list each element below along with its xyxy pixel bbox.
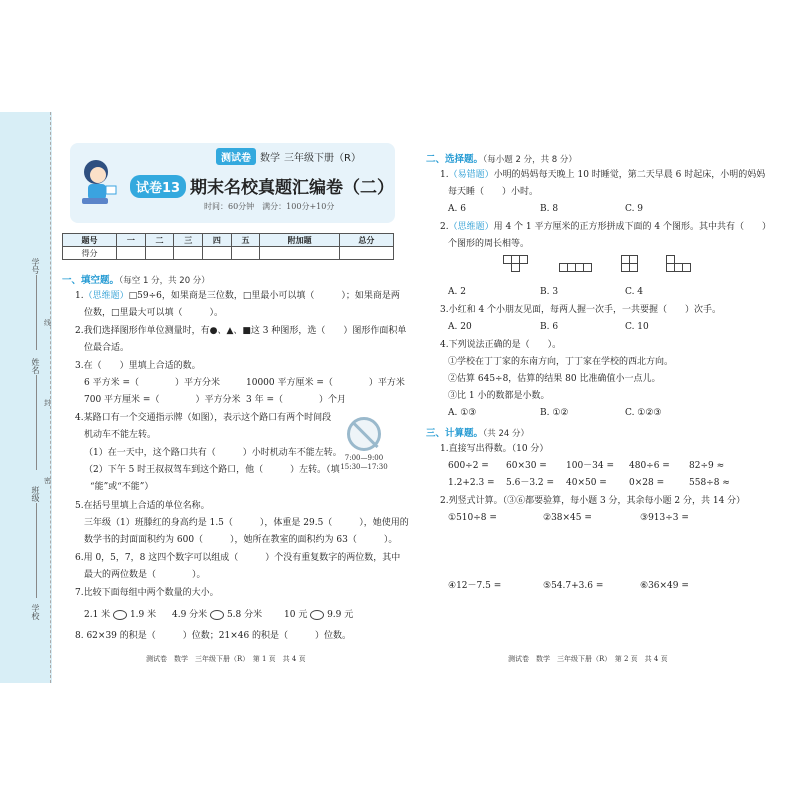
section-2-title: 二、选择题。（每小题 2 分，共 8 分） (426, 154, 577, 165)
name-line (36, 375, 37, 470)
score-input-cell[interactable] (145, 247, 174, 260)
score-cell: 一 (117, 234, 146, 247)
student-id-line (36, 275, 37, 350)
question-6-cont: 最大的两位数是（ ）。 (84, 570, 206, 580)
question-3: 3.在（ ）里填上合适的数。 (75, 361, 201, 371)
question-1: 1.（思维题）□59÷6，如果商是三位数，□里最小可以填（ ）；如果商是两 (75, 291, 400, 301)
score-cell: 四 (203, 234, 232, 247)
choice-2-option-c[interactable]: C. 4 (625, 287, 644, 297)
question-6: 6.用 0，5，7，8 这四个数字可以组成（ ）个没有重复数字的两位数，其中 (75, 553, 401, 563)
compare-item-1: 2.1 米 1.9 米 (84, 610, 157, 620)
choice-4: 4.下列说法正确的是（ ）。 (440, 340, 562, 350)
student-id-label: 学号 (31, 258, 40, 274)
question-3a: 6 平方米 =（ ）平方分米 (84, 378, 220, 388)
choice-3-option-c[interactable]: C. 10 (625, 322, 649, 332)
vertical-calc-item: ③913÷3 = (640, 513, 689, 523)
binding-char-feng: 封 (44, 399, 51, 407)
choice-4-statement-2: ②估算 645÷8，估算的结果 80 比准确值小一点儿。 (448, 374, 661, 384)
compare-item-3: 10 元 9.9 元 (284, 610, 354, 620)
choice-1-option-b[interactable]: B. 8 (540, 204, 559, 214)
class-label: 班级 (31, 486, 40, 502)
calc-2: 2.列竖式计算。（③⑥都要验算，每小题 3 分，其余每小题 2 分，共 14 分） (440, 496, 746, 506)
score-header-row (63, 234, 394, 247)
score-input-cell[interactable] (117, 247, 146, 260)
no-left-turn-sign-icon (347, 417, 381, 451)
question-5a: 三年级（1）班滕红的身高约是 1.5（ ），体重是 29.5（ ），她使用的 (84, 518, 409, 528)
score-cell: 附加题 (260, 234, 340, 247)
question-3c: 700 平方厘米 =（ ）平方分米 (84, 395, 241, 405)
page-1-footer: 测试卷 数学 三年级下册（R） 第 1 页 共 4 页 (146, 655, 306, 663)
question-4: 4.某路口有一个交通指示牌（如图），表示这个路口有两个时间段 (75, 413, 332, 423)
calc-item: 600÷2 = (448, 461, 489, 471)
question-4-cont: 机动车不能左转。 (84, 430, 157, 440)
calc-item: 480÷6 = (629, 461, 670, 471)
name-label: 姓名 (31, 358, 40, 374)
section-3-title: 三、计算题。（共 24 分） (426, 428, 529, 439)
question-3b: 10000 平方厘米 =（ ）平方米 (246, 378, 405, 388)
question-7: 7.比较下面每组中两个数量的大小。 (75, 588, 219, 598)
exam-number-badge: 试卷13 (130, 175, 186, 198)
choice-2-cont: 个图形的周长相等。 (448, 239, 530, 249)
binding-char-mi: 密 (44, 477, 51, 485)
calc-item: 5.6－3.2 = (506, 478, 555, 488)
score-input-cell[interactable] (231, 247, 260, 260)
sign-time-2: 15:30—17:30 (340, 463, 388, 471)
calc-1: 1.直接写出得数。（10 分） (440, 444, 549, 454)
compare-blank[interactable] (113, 610, 127, 620)
choice-4-statement-1: ①学校在丁丁家的东南方向，丁丁家在学校的西北方向。 (448, 357, 674, 367)
calc-item: 558÷8 ≈ (689, 478, 730, 488)
choice-1-option-c[interactable]: C. 9 (625, 204, 644, 214)
score-cell: 题号 (63, 234, 117, 247)
choice-3: 3.小红和 4 个小朋友见面，每两人握一次手，一共要握（ ）次手。 (440, 305, 722, 315)
exam-meta: 时间：60分钟 满分：100分+10分 (204, 202, 335, 211)
class-line (36, 503, 37, 598)
compare-blank[interactable] (210, 610, 224, 620)
score-input-cell[interactable] (203, 247, 232, 260)
question-3d: 3 年 =（ ）个月 (246, 395, 346, 405)
choice-4-option-b[interactable]: B. ①② (540, 408, 569, 418)
choice-1-cont: 每天睡（ ）小时。 (448, 187, 539, 197)
grade-label: 三年级下册（R） (284, 153, 361, 164)
figure-2 (560, 263, 592, 272)
question-8: 8. 62×39 的积是（ ）位数；21×46 的积是（ ）位数。 (75, 631, 352, 641)
choice-3-option-b[interactable]: B. 6 (540, 322, 559, 332)
choice-4-option-c[interactable]: C. ①②③ (625, 408, 662, 418)
score-input-cell[interactable] (260, 247, 340, 260)
choice-1: 1.（易错题）小明的妈妈每天晚上 10 时睡觉，第二天早晨 6 时起床，小明的妈妈 (440, 170, 766, 180)
choice-4-statement-3: ③比 1 小的数都是小数。 (448, 391, 550, 401)
section-1-title: 一、填空题。（每空 1 分，共 20 分） (62, 275, 210, 286)
calc-item: 40×50 = (566, 478, 607, 488)
cartoon-boy-icon (76, 156, 118, 212)
question-4-2: （2）下午 5 时王叔叔驾车到这个路口，他（ ）左转。（填 (84, 465, 340, 475)
sign-time-1: 7:00—9:00 (344, 454, 384, 462)
choice-3-option-a[interactable]: A. 20 (448, 322, 472, 332)
choice-4-option-a[interactable]: A. ①③ (448, 408, 477, 418)
score-table (62, 233, 394, 260)
page-2-footer: 测试卷 数学 三年级下册（R） 第 2 页 共 4 页 (508, 655, 668, 663)
vertical-calc-item: ②38×45 = (543, 513, 592, 523)
score-cell: 五 (231, 234, 260, 247)
question-1-cont: 位数，□里最大可以填（ ）。 (84, 308, 224, 318)
question-2-cont: 位最合适。 (84, 343, 130, 353)
score-cell: 得分 (63, 247, 117, 260)
vertical-calc-item: ⑤54.7+3.6 = (543, 581, 604, 591)
score-input-cell[interactable] (339, 247, 393, 260)
question-2: 2.我们选择图形作单位测量时，有●、▲、■这 3 种图形，选（ ）图形作面积单 (75, 326, 407, 336)
compare-item-2: 4.9 分米 5.8 分米 (172, 610, 263, 620)
binding-char-xian: 线 (44, 319, 51, 327)
choice-1-option-a[interactable]: A. 6 (448, 204, 466, 214)
score-cell: 三 (174, 234, 203, 247)
question-5: 5.在括号里填上合适的单位名称。 (75, 501, 210, 511)
calc-item: 82÷9 ≈ (689, 461, 725, 471)
header-tagline (216, 148, 361, 165)
test-tag: 测试卷 (216, 148, 256, 165)
question-4-1: （1）在一天中，这个路口共有（ ）小时机动车不能左转。 (84, 448, 342, 458)
calc-item: 60×30 = (506, 461, 547, 471)
score-value-row (63, 247, 394, 260)
score-cell: 总分 (339, 234, 393, 247)
exam-title: 期末名校真题汇编卷（二） (190, 178, 394, 198)
question-4-2-cont: “能”或“不能”） (90, 482, 154, 492)
score-input-cell[interactable] (174, 247, 203, 260)
school-label: 学校 (31, 604, 40, 620)
score-cell: 二 (145, 234, 174, 247)
vertical-calc-item: ⑥36×49 = (640, 581, 689, 591)
subject-label: 数学 (260, 153, 280, 164)
choice-2: 2.（思维题）用 4 个 1 平方厘米的正方形拼成下面的 4 个图形。其中共有（ ） (440, 222, 771, 232)
choice-2-option-a[interactable]: A. 2 (448, 287, 466, 297)
vertical-calc-item: ④12－7.5 = (448, 581, 502, 591)
choice-2-option-b[interactable]: B. 3 (540, 287, 559, 297)
question-5b: 数学书的封面面积约为 600（ ），她所在教室的面积约为 63（ ）。 (84, 535, 398, 545)
compare-blank[interactable] (310, 610, 324, 620)
calc-item: 0×28 = (629, 478, 665, 488)
calc-item: 1.2+2.3 = (448, 478, 495, 488)
calc-item: 100－34 = (566, 461, 615, 471)
vertical-calc-item: ①510÷8 = (448, 513, 497, 523)
